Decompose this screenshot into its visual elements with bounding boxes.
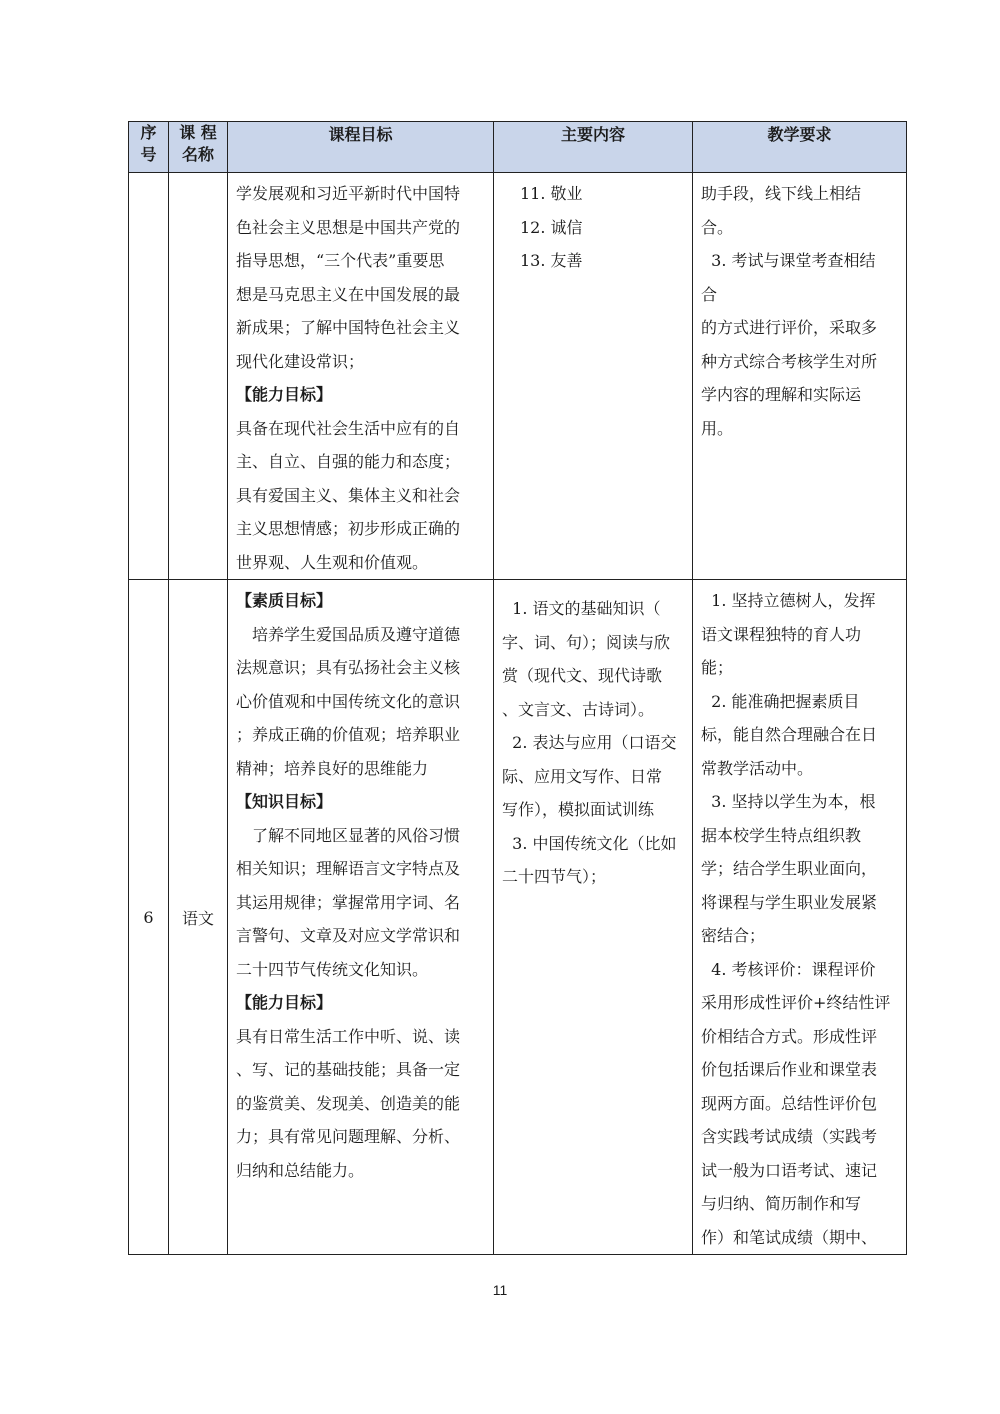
goal-line: 法规意识；具有弘扬社会主义核	[236, 658, 461, 677]
requirement-line: 3. 考试与课堂考查相结	[701, 251, 876, 270]
goal-line: 世界观、人生观和价值观。	[236, 552, 429, 572]
requirement-line: 标，能自然合理融合在日	[701, 725, 878, 744]
requirement-line: 试一般为口语考试、速记	[701, 1160, 878, 1180]
content-line: 际、应用文写作、日常	[502, 766, 663, 786]
goal-section-heading: 【能力目标】	[236, 385, 333, 404]
requirement-line: 合。	[701, 217, 734, 237]
header-seq: 序号	[129, 122, 169, 173]
requirement-line: 的方式进行评价，采取多	[701, 318, 878, 337]
goal-line: 主、自立、自强的能力和态度；	[236, 452, 461, 471]
requirement-line: 将课程与学生职业发展紧	[701, 892, 878, 912]
page-number: 11	[492, 1282, 508, 1298]
goal-line: 具备在现代社会生活中应有的自	[236, 418, 461, 438]
content-line: 11. 敬业	[520, 184, 583, 203]
requirement-line: 采用形成性评价+终结性评	[701, 993, 891, 1012]
requirement-line: 4. 考核评价：课程评价	[701, 959, 876, 979]
content-line: 二十四节气）；	[502, 867, 607, 886]
goal-line: 力；具有常见问题理解、分析、	[236, 1127, 461, 1146]
goal-line: 色社会主义思想是中国共产党的	[236, 217, 461, 237]
cell-course-name	[169, 173, 228, 580]
content-line: 1. 语文的基础知识（	[502, 599, 661, 618]
requirement-line: 价相结合方式。形成性评	[701, 1026, 878, 1046]
requirement-line: 学内容的理解和实际运	[701, 385, 862, 404]
requirement-line: 用。	[701, 418, 734, 438]
cell-teaching-requirement	[693, 173, 907, 580]
goal-section-heading: 【素质目标】	[236, 591, 333, 610]
requirement-line: 3. 坚持以学生为本，根	[701, 792, 876, 811]
requirement-line: 种方式综合考核学生对所	[701, 351, 878, 371]
requirement-line: 作）和笔试成绩（期中、	[701, 1227, 878, 1247]
header-course-goal: 课程目标	[228, 122, 494, 173]
cell-course-goal	[228, 580, 494, 1255]
goal-line: 归纳和总结能力。	[236, 1160, 365, 1180]
content-line: 字、词、句）；阅读与欣	[502, 632, 671, 652]
header-main-content: 主要内容	[494, 122, 693, 173]
requirement-line: 常教学活动中。	[701, 758, 814, 778]
requirement-line: 助手段，线下线上相结	[701, 184, 862, 203]
content-line: 赏（现代文、现代诗歌	[502, 666, 663, 685]
requirement-line: 合	[701, 284, 718, 304]
goal-line: 精神；培养良好的思维能力	[236, 758, 429, 778]
goal-line: 培养学生爱国品质及遵守道德	[252, 624, 461, 644]
requirement-line: 与归纳、简历制作和写	[701, 1194, 862, 1213]
goal-line: 学发展观和习近平新时代中国特	[236, 184, 461, 203]
goal-line: 想是马克思主义在中国发展的最	[236, 284, 461, 304]
cell-teaching-requirement	[693, 580, 907, 1255]
goal-line: 了解不同地区显著的风俗习惯	[252, 825, 461, 845]
goal-line: 其运用规律；掌握常用字词、名	[236, 892, 461, 912]
cell-course-name: 语文	[169, 580, 228, 1255]
content-line: 写作），模拟面试训练	[502, 800, 655, 819]
goal-line: 相关知识；理解语言文字特点及	[236, 859, 461, 878]
goal-section-heading: 【知识目标】	[236, 792, 333, 811]
course-table	[128, 121, 907, 1255]
content-line: 2. 表达与应用（口语交	[502, 733, 677, 752]
cell-course-goal	[228, 173, 494, 580]
header-teaching-requirement: 教学要求	[693, 122, 907, 173]
requirement-line: 密结合；	[701, 926, 766, 945]
goal-line: 心价值观和中国传统文化的意识	[236, 691, 461, 711]
content-line: 13. 友善	[520, 251, 583, 270]
goal-line: 的鉴赏美、发现美、创造美的能	[236, 1093, 461, 1113]
requirement-line: 能；	[701, 658, 734, 677]
goal-line: 新成果；了解中国特色社会主义	[236, 318, 461, 337]
goal-line: 言警句、文章及对应文学常识和	[236, 926, 461, 945]
goal-line: 指导思想，“三个代表”重要思	[236, 251, 445, 270]
cell-main-content	[494, 173, 693, 580]
requirement-line: 语文课程独特的育人功	[701, 624, 862, 644]
requirement-line: 价包括课后作业和课堂表	[701, 1060, 878, 1079]
requirement-line: 含实践考试成绩（实践考	[701, 1127, 878, 1146]
cell-seq: 6	[129, 580, 169, 1255]
goal-line: ；养成正确的价值观；培养职业	[236, 725, 461, 744]
goal-line: 、写、记的基础技能；具备一定	[236, 1060, 461, 1079]
goal-line: 现代化建设常识；	[236, 351, 365, 371]
goal-line: 具有日常生活工作中听、说、读	[236, 1026, 461, 1046]
goal-line: 二十四节气传统文化知识。	[236, 959, 429, 979]
table-header-row	[129, 122, 907, 173]
content-line: 12. 诚信	[520, 217, 583, 237]
goal-line: 具有爱国主义、集体主义和社会	[236, 485, 461, 505]
requirement-line: 学；结合学生职业面向，	[701, 859, 878, 878]
goal-line: 主义思想情感；初步形成正确的	[236, 519, 461, 538]
header-course-name: 课 程 名称	[169, 122, 228, 173]
cell-seq	[129, 173, 169, 580]
requirement-line: 据本校学生特点组织教	[701, 825, 862, 845]
goal-section-heading: 【能力目标】	[236, 993, 333, 1012]
content-line: 3. 中国传统文化（比如	[502, 833, 677, 853]
content-line: 、文言文、古诗词）。	[502, 699, 655, 719]
table-row	[129, 580, 907, 1255]
table-row	[129, 173, 907, 580]
cell-main-content	[494, 580, 693, 1255]
requirement-line: 2. 能准确把握素质目	[701, 691, 860, 711]
requirement-line: 现两方面。总结性评价包	[701, 1093, 878, 1113]
requirement-line: 1. 坚持立德树人，发挥	[701, 591, 876, 610]
